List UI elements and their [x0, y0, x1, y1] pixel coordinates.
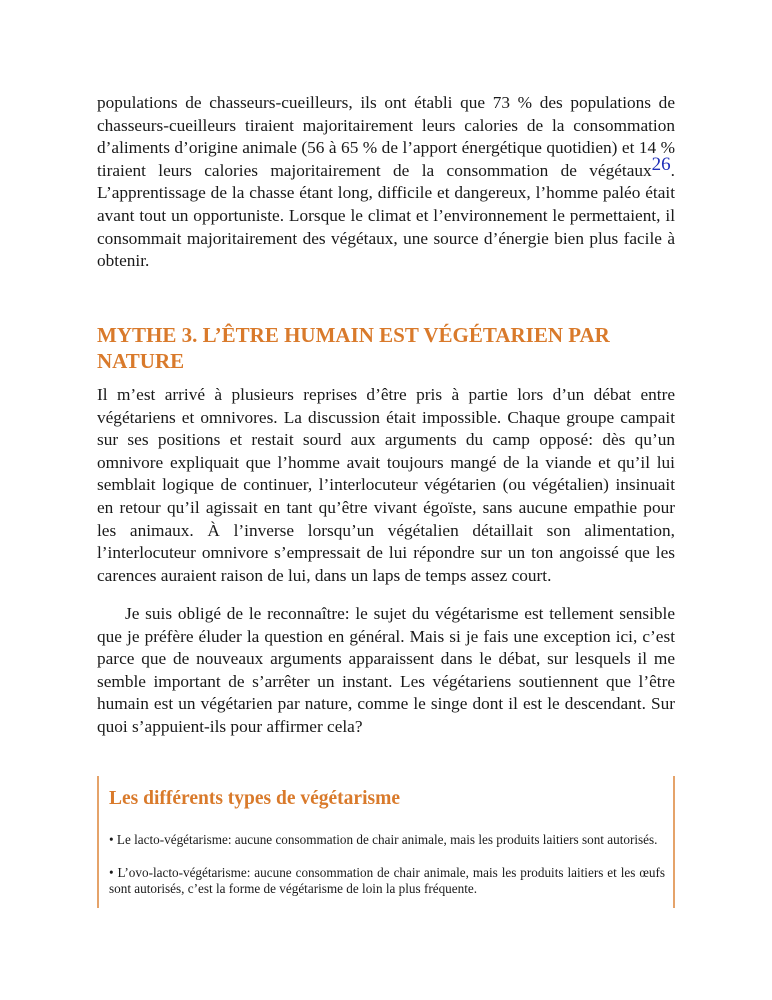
section-heading: MYTHE 3. L’ÊTRE HUMAIN EST VÉGÉTARIEN PAR NATURE	[97, 323, 610, 373]
box-list-item: • Le lacto-végétarisme: aucune consommation de chair animale, mais les produits laitiers sont autorisés.	[109, 832, 658, 847]
paragraph-hunter-gatherers	[97, 92, 675, 273]
sidebar-box-vegetarianism-types	[97, 776, 675, 908]
paragraph-text-after-footnote: . L’apprentissage de la chasse étant long, difficile et dangereux, l’homme paléo était avant tout un opportuniste. Lorsque le climat et l’environnement le permettaient, il consommait majoritairement des végétaux, une source d’énergie bien plus facile à obtenir.	[97, 160, 675, 271]
paragraph-vegetarian-argument: Je suis obligé de le reconnaître: le sujet du végétarisme est tellement sensible que je préfère éluder la question en général. Mais si je fais une exception ici, c’est parce que de nouveaux arguments apparaissent dans le débat, sur lesquels il me semble important de s’arrêter un instant. Les végétariens soutiennent que l’être humain est un végétarien par nature, comme le singe dont il est le descendant. Sur quoi s’appuient-ils pour affirmer cela?	[97, 604, 675, 736]
footnote-reference[interactable]: 26	[651, 153, 671, 175]
box-list-item: • L’ovo-lacto-végétarisme: aucune consommation de chair animale, mais les produits laitiers et les œufs sont autorisés, c’est la forme de végétarisme de loin la plus fréquente.	[109, 865, 665, 896]
paragraph-text-before-footnote: populations de chasseurs-cueilleurs, ils ont établi que 73 % des populations de chasseurs-cueilleurs tiraient majoritairement leurs calories de la consommation d’aliments d’origine animale (56 à 65 % de l’apport énergétique quotidien) et 14 % tiraient leurs calories majoritairement de la consommation de végétaux	[97, 93, 675, 180]
paragraph-debate: Il m’est arrivé à plusieurs reprises d’être pris à partie lors d’un débat entre végétariens et omnivores. La discussion était impossible. Chaque groupe campait sur ses positions et restait sourd aux arguments du camp opposé: dès qu’un omnivore expliquait que l’homme avait toujours mangé de la viande et qu’il lui semblait logique de continuer, l’interlocuteur végétarien (ou végétalien) insinuait en retour qu’il agissait en tant qu’être vivant égoïste, sans aucune empathie pour les animaux. À l’inverse lorsqu’un végétalien détaillait son alimentation, l’interlocuteur omnivore s’empressait de lui répondre sur un ton angoissé que les carences auraient raison de lui, dans un laps de temps assez court.	[97, 385, 675, 585]
box-title: Les différents types de végétarisme	[109, 788, 400, 809]
